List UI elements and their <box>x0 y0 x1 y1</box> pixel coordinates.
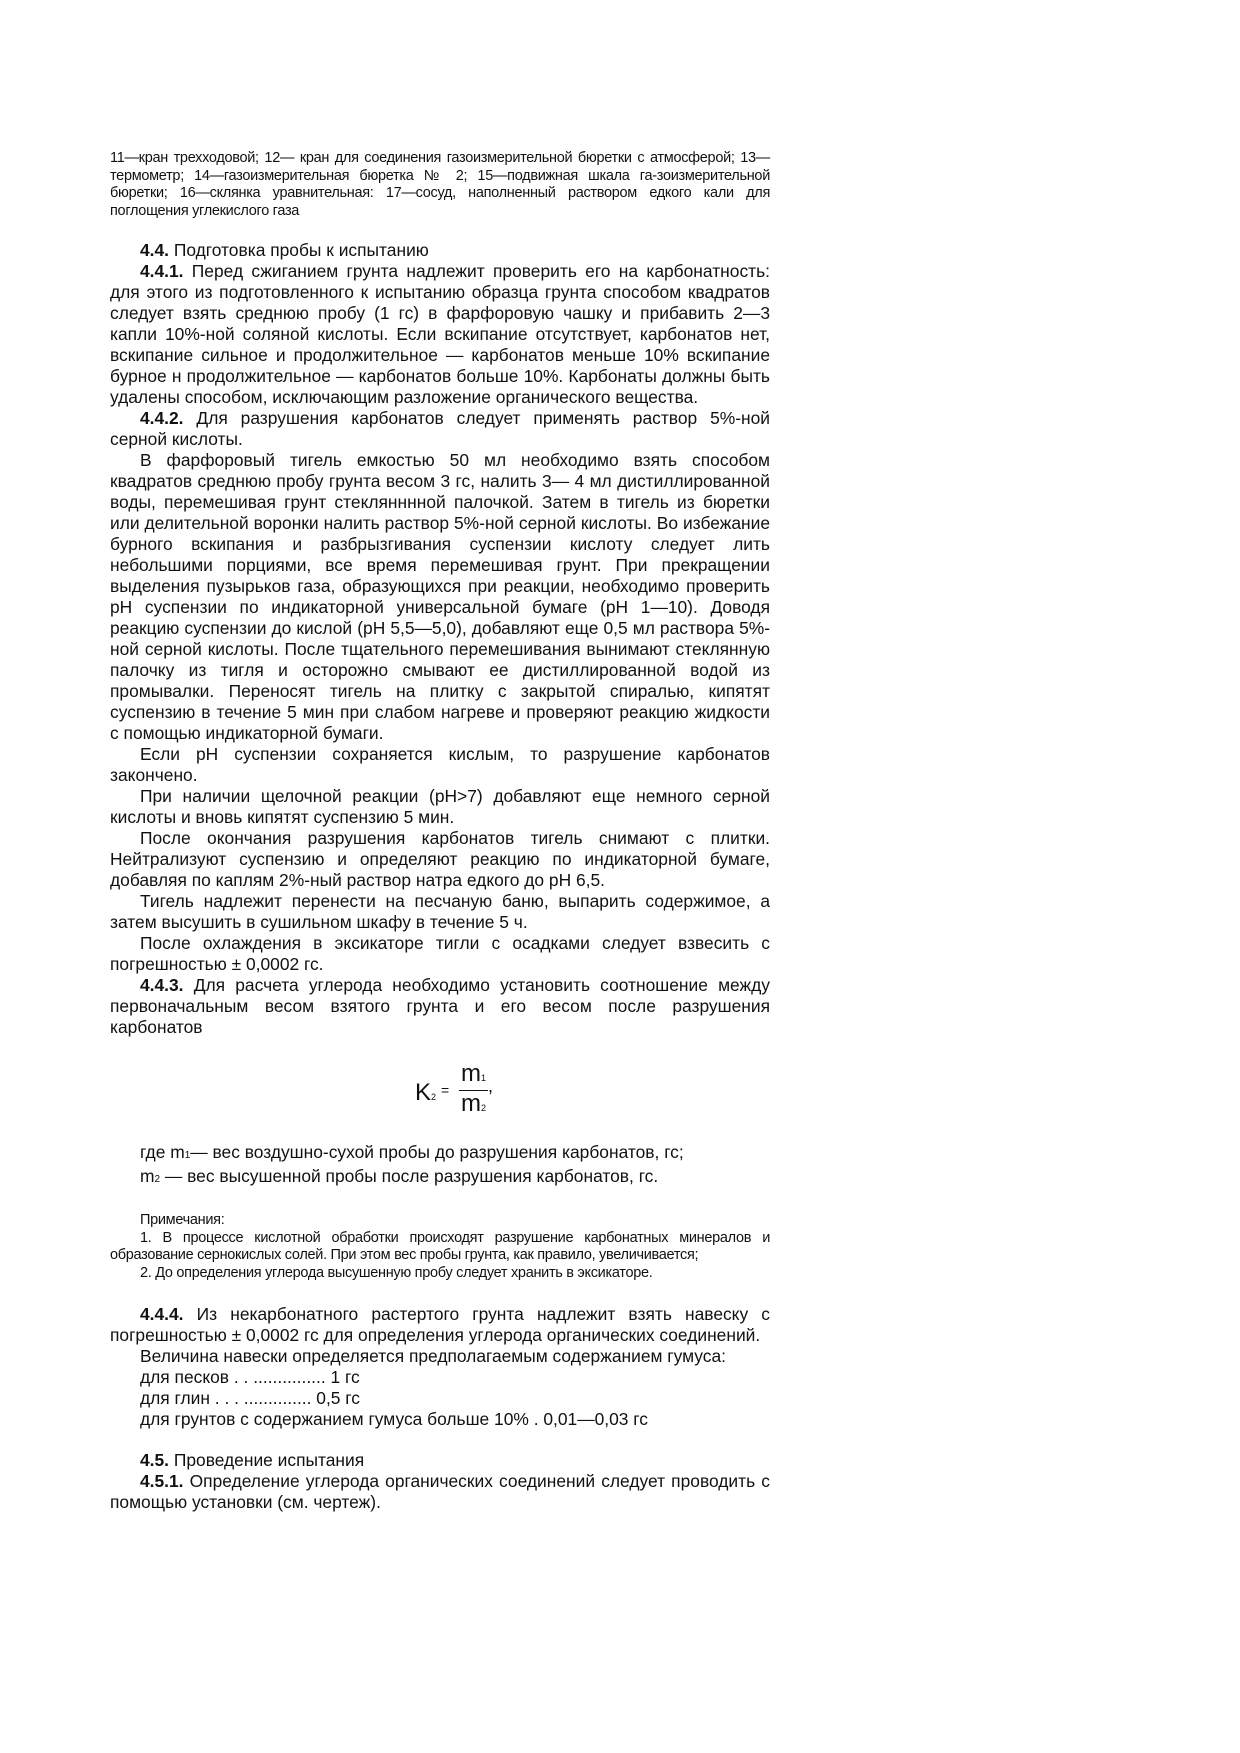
section-number: 4.5.1. <box>140 1471 184 1491</box>
section-4-5-heading: 4.5. Проведение испытания <box>140 1450 365 1470</box>
paragraph-after: После окончания разрушения карбонатов тигель снимают с плитки. Нейтрализуют суспензию и определяют реакцию по индикаторной бумаге, добавляя по каплям 2%-ный раствор натра едкого до pH 6,5. <box>110 828 770 890</box>
formula-numerator: m1 <box>461 1060 487 1087</box>
paragraph-alkali: При наличии щелочной реакции (pH>7) добавляют еще немного серной кислоты и вновь кипятят суспензию 5 мин. <box>110 786 770 827</box>
section-4-4-heading: 4.4. Подготовка пробы к испытанию <box>140 240 429 260</box>
section-number: 4.5. <box>140 1450 170 1470</box>
section-number: 4.4.1. <box>140 261 184 281</box>
formula-k2 <box>110 1060 770 1122</box>
paragraph-4-4-2: 4.4.2. Для разрушения карбонатов следует применять раствор 5%-ной серной кислоты. <box>110 408 770 449</box>
formula-equals: = <box>441 1082 450 1098</box>
formula-denominator: m2 <box>461 1090 487 1117</box>
list-item-sand: для песков . . ............... 1 гс <box>140 1367 360 1387</box>
paragraph-4-4-1: 4.4.1. Перед сжиганием грунта надлежит проверить его на карбонатность: для этого из подготовленного к испытанию образца грунта способом квадратов следует взять среднюю пробу (1 гс) в фарфоровую чашку и прибавить 2—3 капли 10%-ной соляной кислоты. Если вскипание отсутствует, карбонатов нет, вскипание сильное и продолжительное — карбонатов меньше 10% вскипание бурное н продолжительное — карбонатов больше 10%. Карбонаты должны быть удалены способом, исключающим разложение органического вещества. <box>110 261 770 407</box>
where-m1: где m1— вес воздушно-сухой пробы до разрушения карбонатов, гс; <box>140 1142 684 1162</box>
paragraph-bath: Тигель надлежит перенести на песчаную баню, выпарить содержимое, а затем высушить в сушильном шкафу в течение 5 ч. <box>110 891 770 932</box>
section-number: 4.4. <box>140 240 170 260</box>
paragraph-4-4-3: 4.4.3. Для расчета углерода необходимо установить соотношение между первоначальным весом взятого грунта и его весом после разрушения карбонатов <box>110 975 770 1037</box>
figure-caption: 11—кран трехходовой; 12— кран для соединения газоизмерительной бюретки с атмосферой; 13—термометр; 14—газоизмерительная бюретка № 2; 15—подвижная шкала га-зоизмерительной бюретки; 16—склянка уравнительная: 17—сосуд, наполненный раствором едкого кали для поглощения углекислого газа <box>110 150 770 219</box>
paragraph-4-4-4: 4.4.4. Из некарбонатного растертого грунта надлежит взять навеску с погрешностью ± 0,0002 гс для определения углерода органических соединений. <box>110 1304 770 1345</box>
notes-block <box>110 1212 770 1282</box>
where-m2: m2 — вес высушенной пробы после разрушения карбонатов, гс. <box>140 1166 659 1186</box>
section-number: 4.4.2. <box>140 408 184 428</box>
list-item-clay: для глин . . . .............. 0,5 гс <box>140 1388 360 1408</box>
paragraph-4-5-1: 4.5.1. Определение углерода органических соединений следует проводить с помощью установки (см. чертеж). <box>110 1471 770 1512</box>
list-item-humus: для грунтов с содержанием гумуса больше 10% . 0,01—0,03 гс <box>140 1409 648 1429</box>
notes-title: Примечания: <box>140 1212 225 1228</box>
note-1: 1. В процессе кислотной обработки происходят разрушение карбонатных минералов и образование сернокислых солей. При этом вес пробы грунта, как правило, увеличивается; <box>110 1229 770 1263</box>
paragraph-crucible: В фарфоровый тигель емкостью 50 мл необходимо взять способом квадратов среднюю пробу грунта весом 3 гс, налить 3— 4 мл дистиллированной воды, перемешивая грунт стеклянннной палочкой. Затем в тигель из бюретки или делительной воронки налить раствор 5%-ной серной кислоты. Во избежание бурного вскипания и разбрызгивания суспензии кислоту следует лить небольшими порциями, все время перемешивая грунт. При прекращении выделения пузырьков газа, образующихся при реакции, необходимо проверить pH суспензии по индикаторной универсальной бумаге (pH 1—10). Доводя реакцию суспензии до кислой (pH 5,5—5,0), добавляют еще 0,5 мл раствора 5%-ной серной кислоты. После тщательного перемешивания вынимают стеклянную палочку из тигля и осторожно смывают ее дистиллированной водой из промывалки. Переносят тигель на плитку с закрытой спиралью, кипятят суспензию в течение 5 мин при слабом нагреве и проверяют реакцию жидкости с помощью индикаторной бумаги. <box>110 450 770 743</box>
section-number: 4.4.4. <box>140 1304 184 1324</box>
document-page <box>110 150 770 1513</box>
formula-comma: , <box>488 1076 494 1096</box>
note-2: 2. До определения углерода высушенную пробу следует хранить в эксикаторе. <box>140 1264 653 1281</box>
section-number: 4.4.3. <box>140 975 184 995</box>
formula-k: K2 <box>415 1079 437 1106</box>
paragraph-mass: Величина навески определяется предполагаемым содержанием гумуса: <box>140 1346 726 1366</box>
paragraph-cool: После охлаждения в эксикаторе тигли с осадками следует взвесить с погрешностью ± 0,0002 гс. <box>110 933 770 974</box>
paragraph-acid: Если pH суспензии сохраняется кислым, то разрушение карбонатов закончено. <box>110 744 770 785</box>
